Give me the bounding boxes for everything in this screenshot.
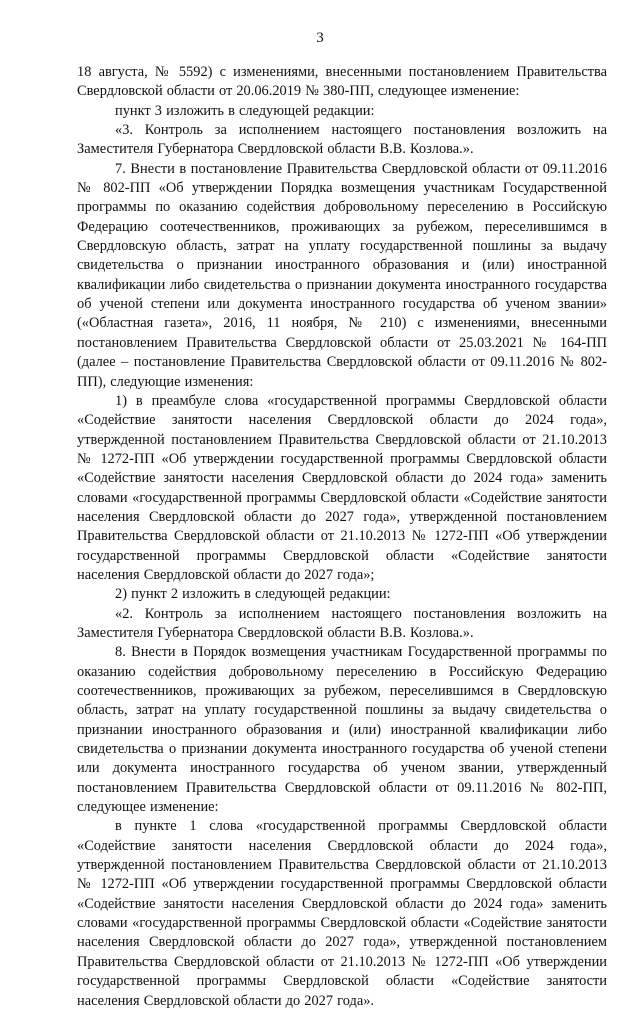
- paragraph-item-8-change: в пункте 1 слова «государственной программы Свердловской области «Содействие занятости населения Свердловской области до 2024 года», утвержденной постановлением Правительства Свердловской области от 21.10.2013 № 1272-ПП «Об утверждении государственной программы Свердловской области «Содействие занятости населения Свердловской области до 2024 года» заменить словами «государственной программы Свердловской области «Содействие занятости населения Свердловской области до 2027 года», утвержденной постановлением Правительства Свердловской области от 21.10.2013 № 1272-ПП «Об утверждении государственной программы Свердловской области «Содействие занятости населения Свердловской области до 2027 года».: [77, 818, 607, 1009]
- paragraph-item-8: 8. Внести в Порядок возмещения участникам Государственной программы по оказанию содействия добровольному переселению в Российскую Федерацию соотечественников, проживающих за рубежом, переселившимся в Свердловскую область, затрат на уплату государственной пошлины за выдачу свидетельства о признании иностранного образования и (или) иностранной квалификации либо свидетельства о признании документа иностранного государства об ученой степени или документа иностранного государства об ученом звании, утвержденный постановлением Правительства Свердловской области от 09.11.2016 № 802-ПП, следующее изменение:: [77, 644, 607, 816]
- paragraph-quoted-point-2: «2. Контроль за исполнением настоящего постановления возложить на Заместителя Губернатора Свердловской области В.В. Козлова.».: [77, 605, 607, 641]
- paragraph-amendment-intro: пункт 3 изложить в следующей редакции:: [115, 102, 375, 119]
- paragraph-item-7-2: 2) пункт 2 изложить в следующей редакции:: [115, 586, 391, 603]
- paragraph-item-7: 7. Внести в постановление Правительства Свердловской области от 09.11.2016 № 802-ПП «Об утверждении Порядка возмещения участникам Государственной программы по оказанию содействия добровольному переселению в Российскую Федерацию соотечественников, проживающих за рубежом, переселившимся в Свердловскую область, затрат на уплату государственной пошлины за выдачу свидетельства о признании иностранного образования и (или) иностранной квалификации либо свидетельства о признании документа иностранного государства об ученой степени или документа иностранного государства об ученом звании» («Областная газета», 2016, 11 ноября, № 210) с изменениями, внесенными постановлением Правительства Свердловской области от 25.03.2021 № 164-ПП (далее – постановление Правительства Свердловской области от 09.11.2016 № 802-ПП), следующие изменения:: [77, 160, 607, 390]
- paragraph-continuation: 18 августа, № 5592) с изменениями, внесенными постановлением Правительства Свердловской области от 20.06.2019 № 380-ПП, следующее изменение:: [77, 64, 607, 100]
- paragraph-quoted-point-3: «3. Контроль за исполнением настоящего постановления возложить на Заместителя Губернатора Свердловской области В.В. Козлова.».: [77, 122, 607, 158]
- paragraph-item-7-1: 1) в преамбуле слова «государственной программы Свердловской области «Содействие занятости населения Свердловской области до 2024 года», утвержденной постановлением Правительства Свердловской области от 21.10.2013 № 1272-ПП «Об утверждении государственной программы Свердловской области «Содействие занятости населения Свердловской области до 2024 года» заменить словами «государственной программы Свердловской области «Содействие занятости населения Свердловской области до 2027 года», утвержденной постановлением Правительства Свердловской области от 21.10.2013 № 1272-ПП «Об утверждении государственной программы Свердловской области «Содействие занятости населения Свердловской области до 2027 года»;: [77, 392, 607, 583]
- document-body: [77, 63, 607, 1011]
- page-number: 3: [316, 30, 324, 46]
